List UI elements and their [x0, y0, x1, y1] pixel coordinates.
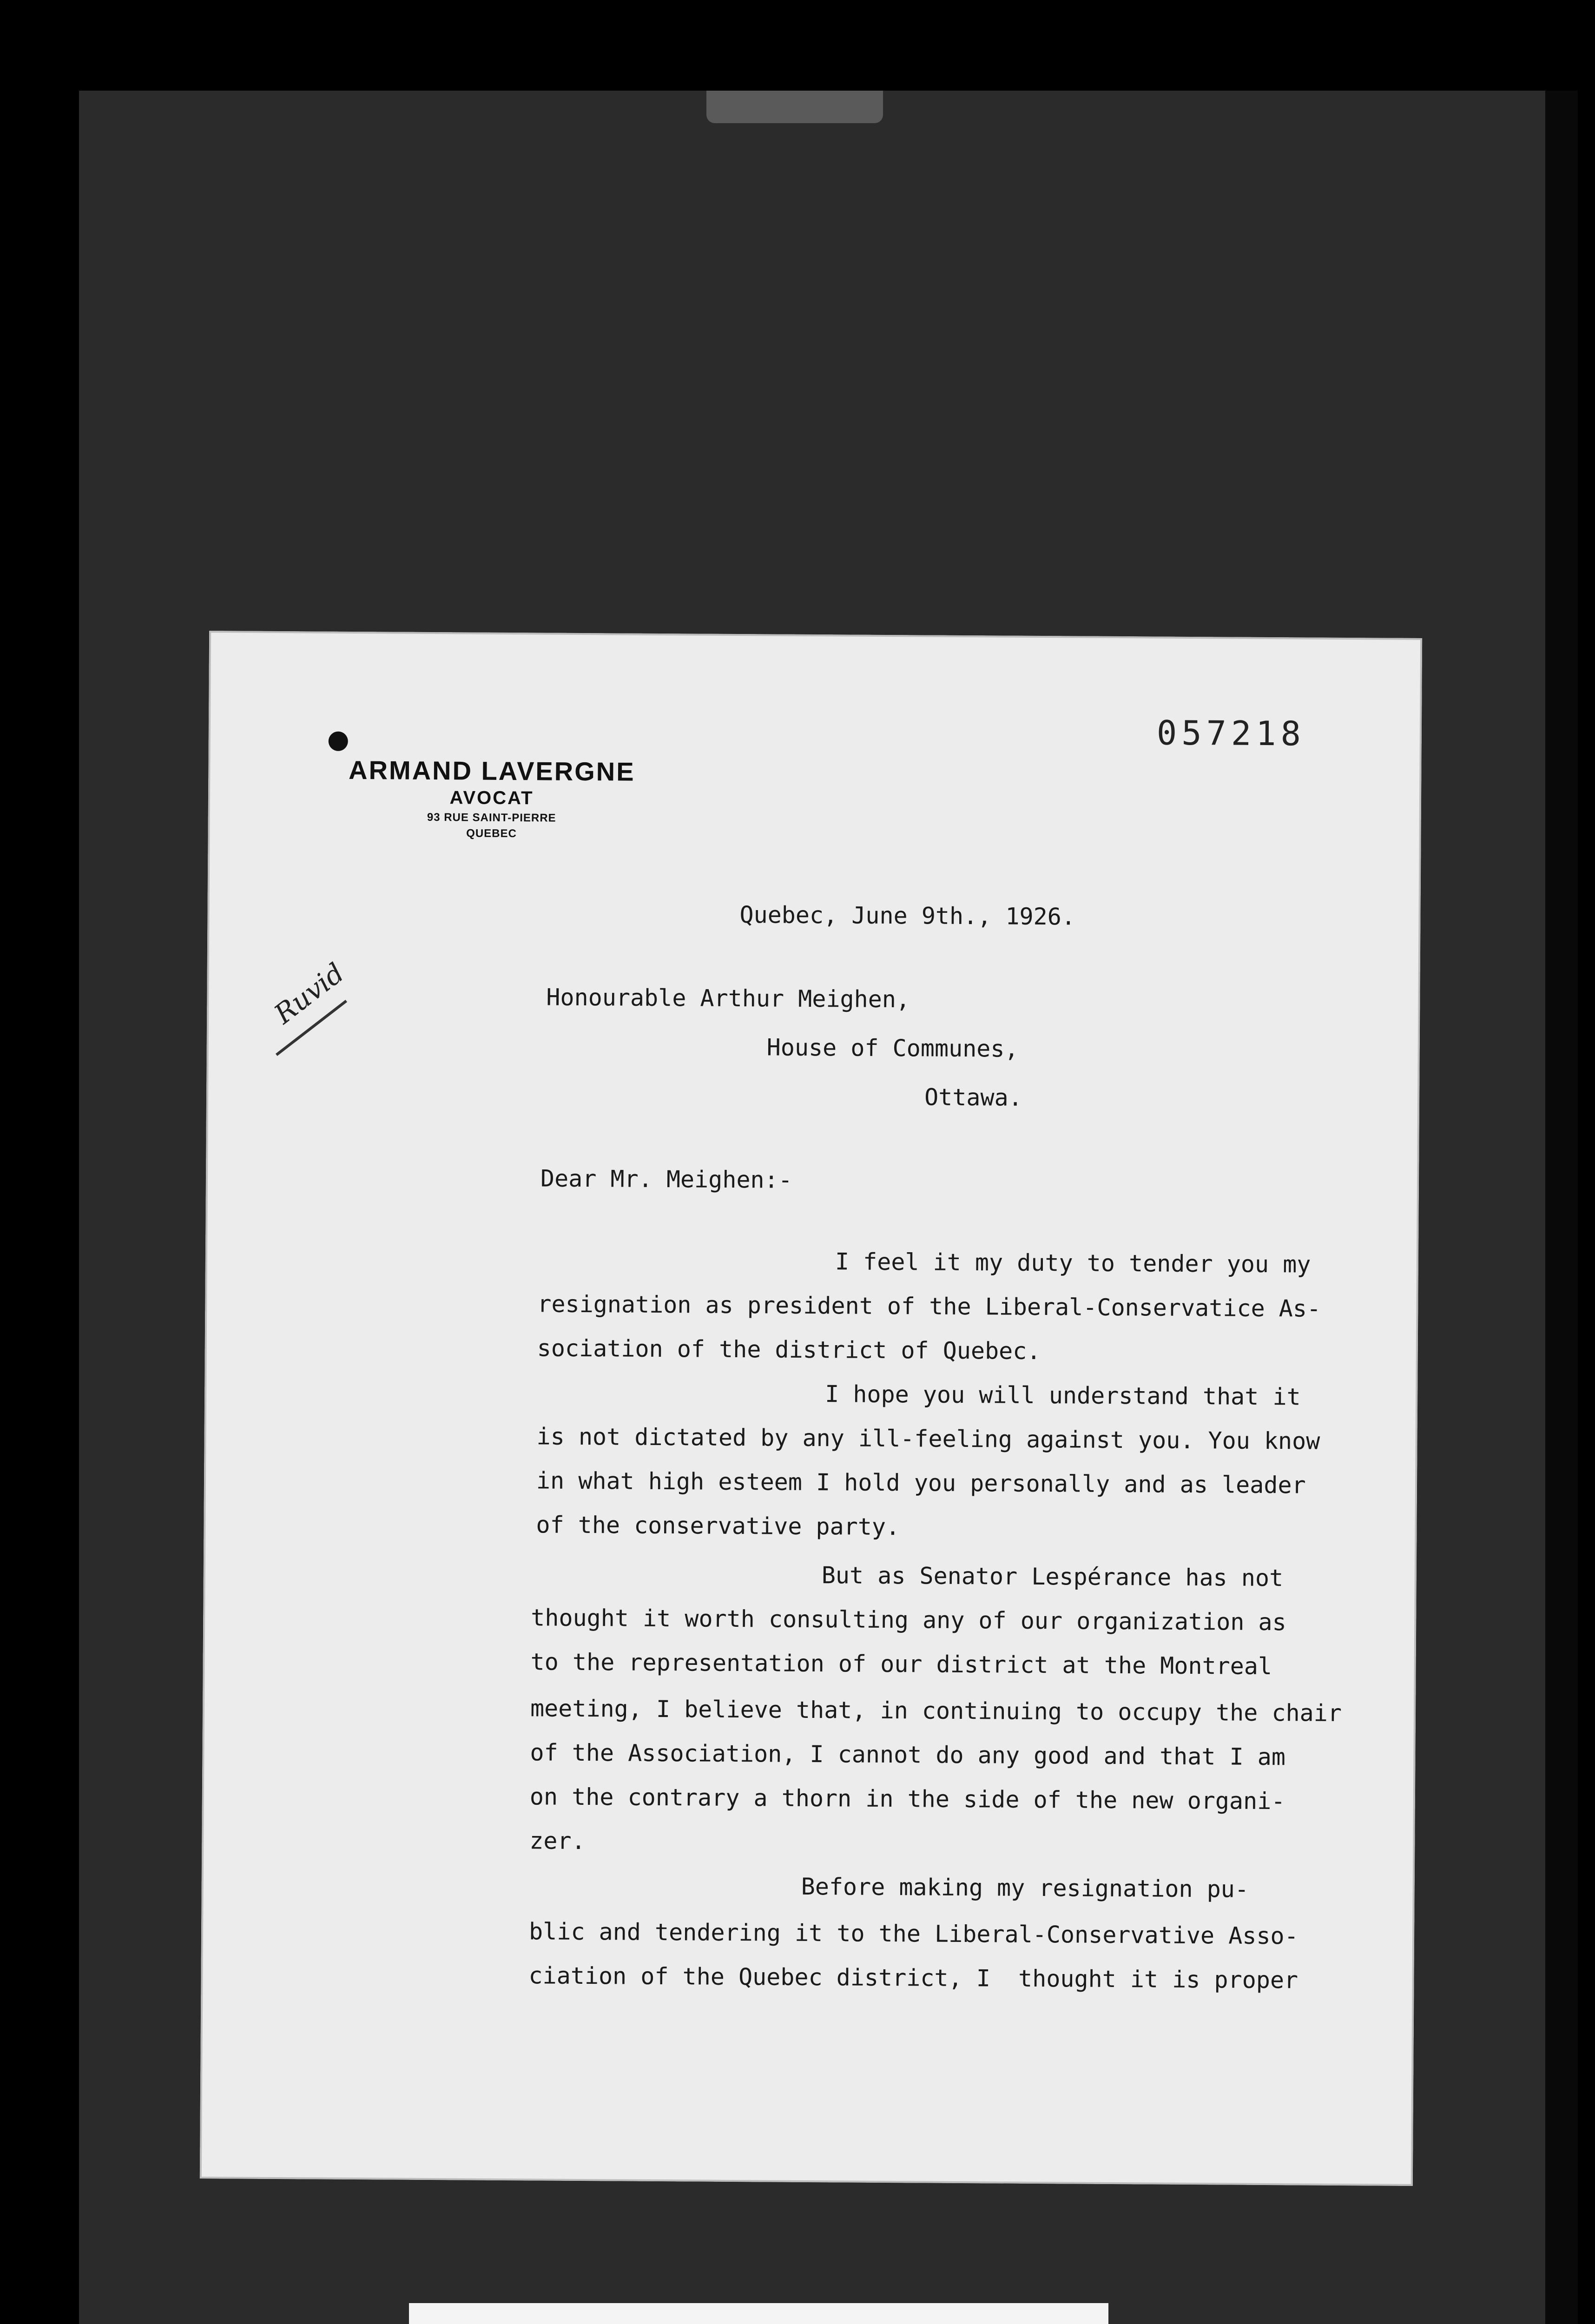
- body-line: thought it worth consulting any of our organization as: [531, 1604, 1286, 1636]
- letter-page: [200, 631, 1422, 2186]
- recipient-address-1: House of Communes,: [766, 1034, 1019, 1063]
- recipient-address-2: Ottawa.: [924, 1083, 1022, 1111]
- letterhead-name: ARMAND LAVERGNE: [348, 755, 635, 786]
- letter-date: Quebec, June 9th., 1926.: [739, 901, 1076, 931]
- handwritten-annotation: Ruvid: [268, 957, 350, 1030]
- body-line: zer.: [529, 1827, 586, 1855]
- letterhead-title: AVOCAT: [449, 787, 534, 809]
- body-line: of the Association, I cannot do any good and that I am: [530, 1739, 1286, 1771]
- body-line: But as Senator Lespérance has not: [821, 1562, 1284, 1592]
- salutation: Dear Mr. Meighen:-: [540, 1165, 793, 1194]
- letter-body: [200, 631, 1422, 2186]
- reference-number: 057218: [1156, 713, 1306, 753]
- body-line: I hope you will understand that it: [825, 1380, 1301, 1411]
- body-line: is not dictated by any ill-feeling against you. You know: [536, 1423, 1320, 1455]
- body-line: meeting, I believe that, in continuing to occupy the chair: [530, 1695, 1342, 1727]
- body-line: blic and tendering it to the Liberal-Conservative Asso-: [528, 1918, 1298, 1950]
- body-line: sociation of the district of Quebec.: [537, 1334, 1041, 1365]
- body-line: to the representation of our district at the Montreal: [530, 1648, 1272, 1680]
- body-line: resignation as president of the Liberal-Conservatice As-: [537, 1290, 1321, 1322]
- film-edge: [1545, 91, 1578, 2324]
- body-line: ciation of the Quebec district, I thought it is proper: [528, 1962, 1298, 1994]
- body-line: on the contrary a thorn in the side of the new organi-: [529, 1783, 1285, 1815]
- body-line: I feel it my duty to tender you my: [835, 1248, 1311, 1278]
- letterhead-address: 93 RUE SAINT-PIERRE: [427, 811, 556, 825]
- letterhead-city: QUEBEC: [466, 827, 517, 840]
- recipient-name: Honourable Arthur Meighen,: [546, 984, 910, 1013]
- body-line: of the conservative party.: [536, 1511, 900, 1541]
- binder-clip: [706, 91, 883, 123]
- collection-label: [409, 2303, 1108, 2324]
- body-line: Before making my resignation pu-: [801, 1873, 1249, 1903]
- body-line: in what high esteem I hold you personally and as leader: [536, 1467, 1306, 1499]
